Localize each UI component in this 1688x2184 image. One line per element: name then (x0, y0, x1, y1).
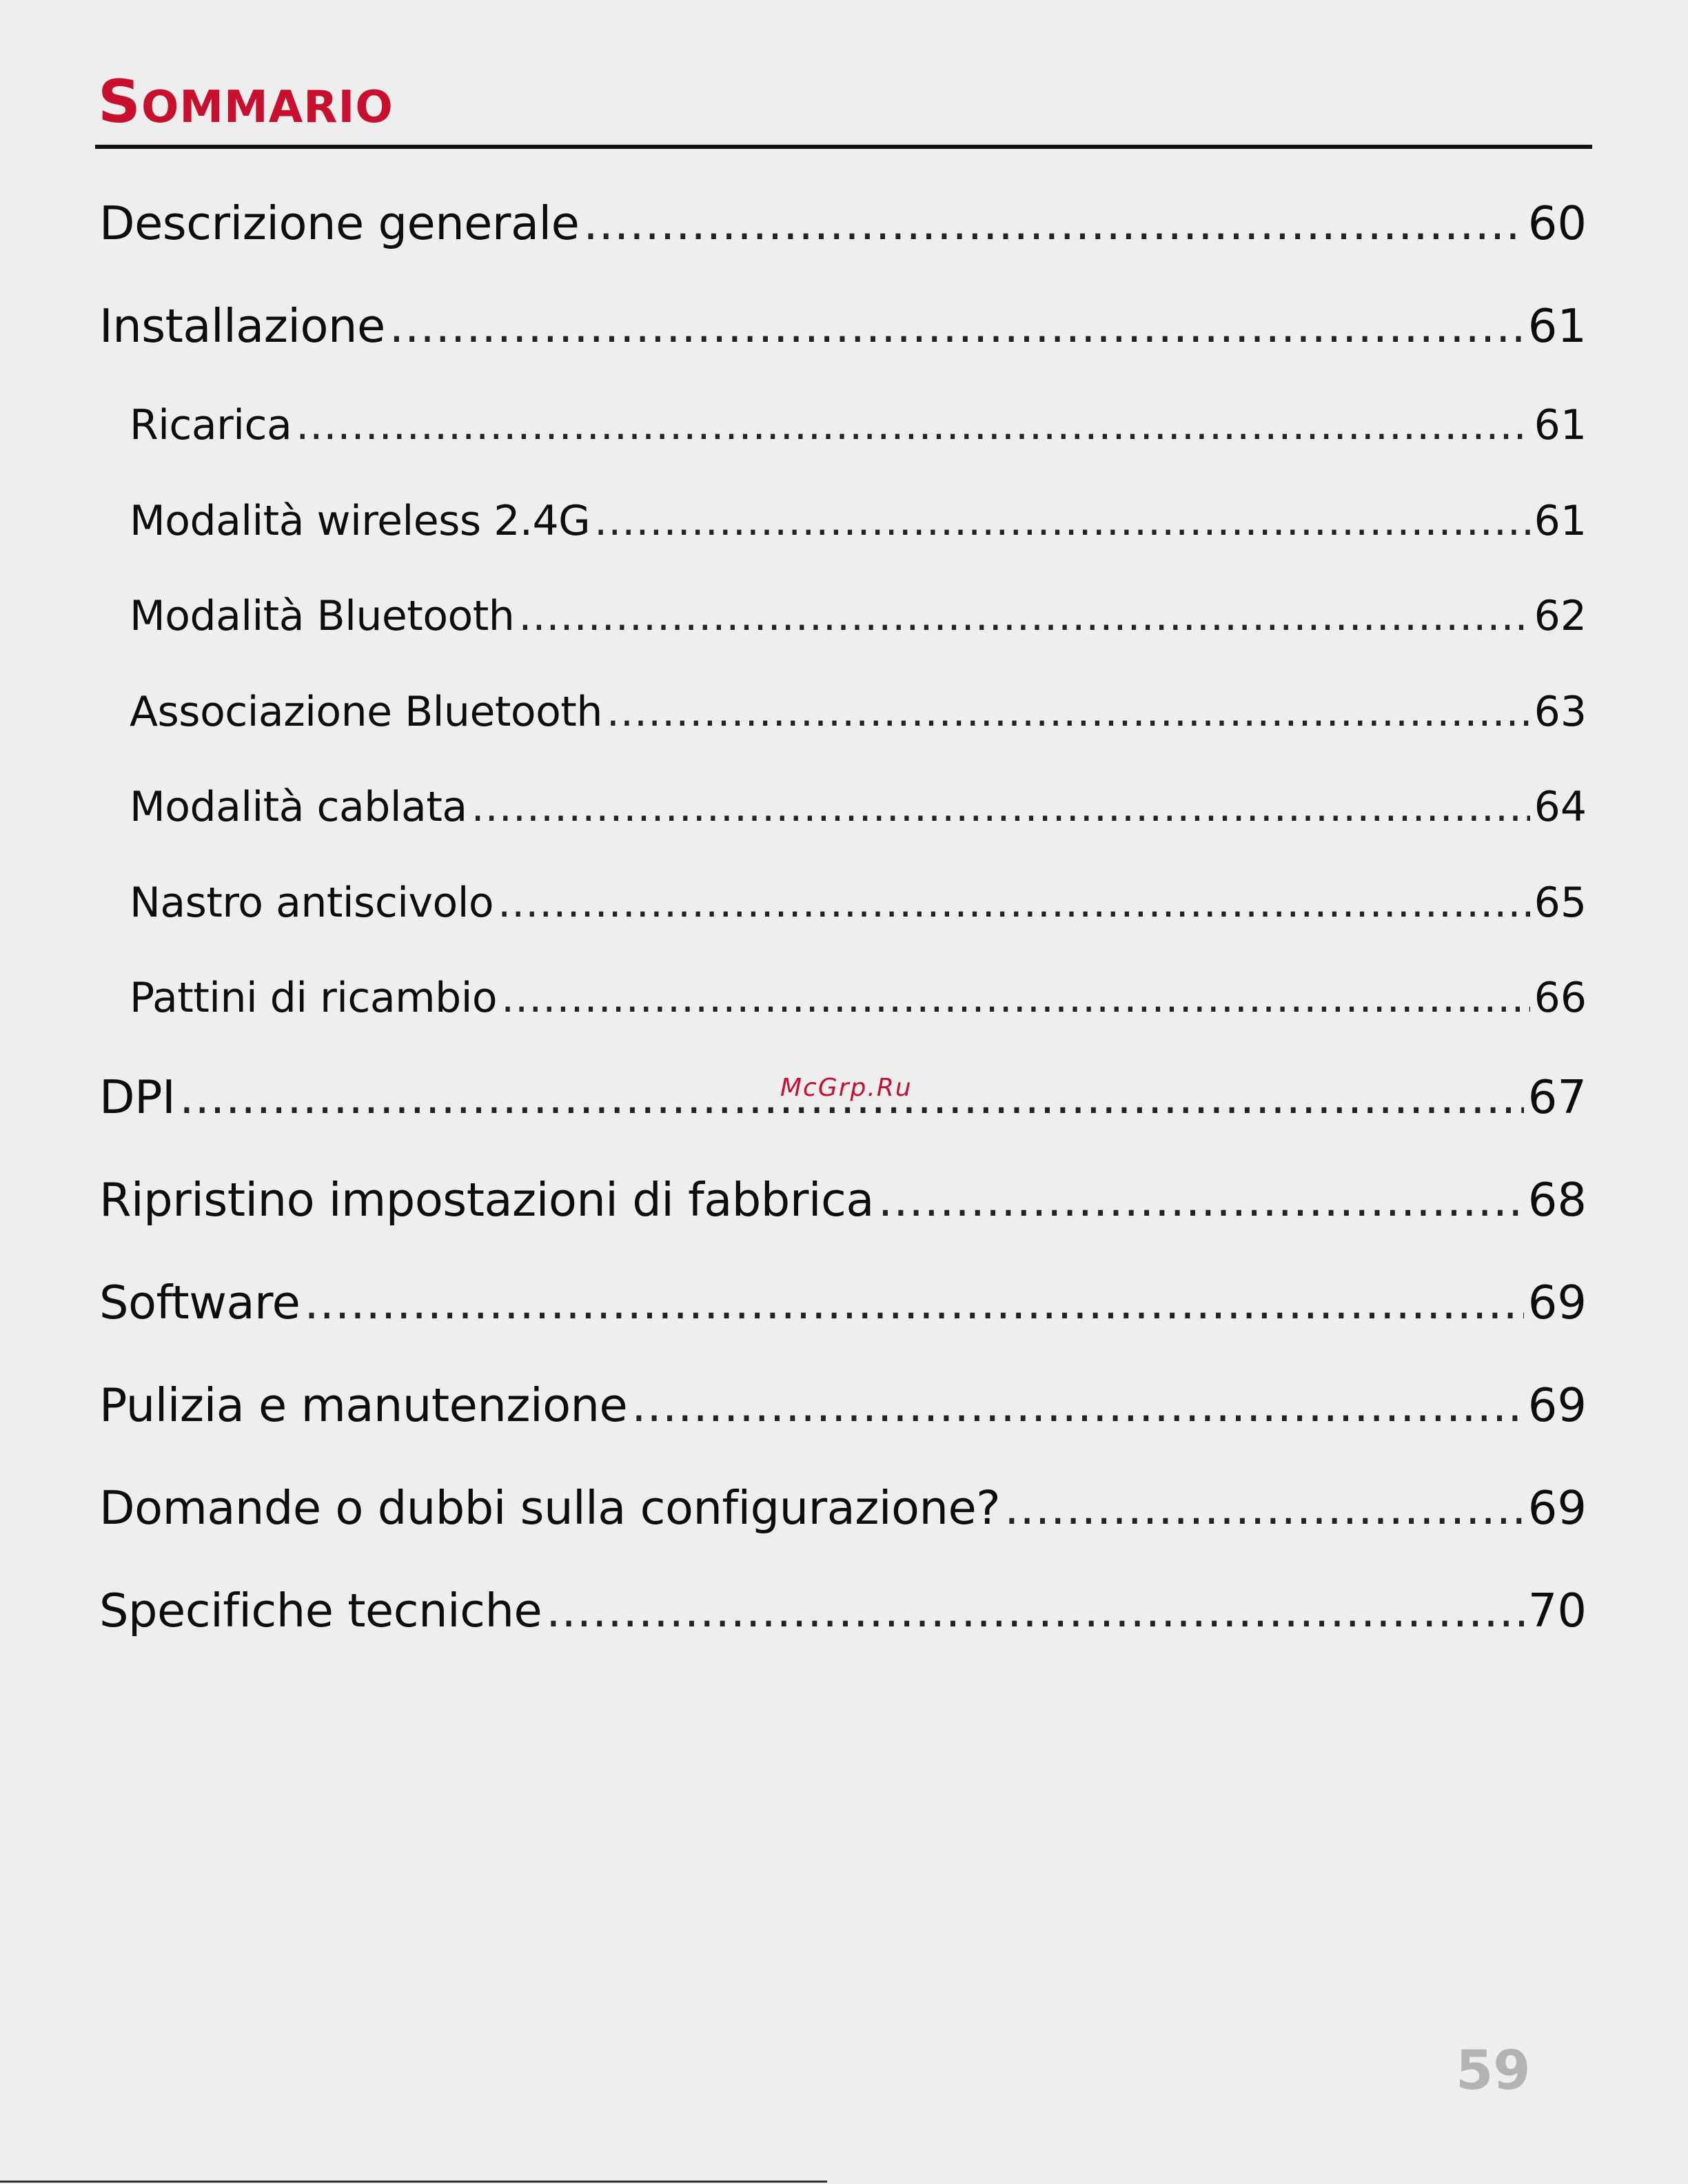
table-of-contents (99, 172, 1587, 1662)
page-title (98, 68, 394, 136)
watermark-text: McGrp.Ru (780, 1074, 913, 1102)
toc-subentry[interactable] (99, 378, 1587, 473)
toc-entry[interactable] (99, 275, 1587, 378)
toc-dot-leader (518, 569, 1529, 664)
toc-subentry[interactable] (99, 855, 1587, 951)
toc-entry-page: 60 (1527, 196, 1587, 250)
toc-subentry-label: Modalità Bluetooth (130, 592, 515, 640)
toc-subentry[interactable] (99, 950, 1587, 1046)
toc-subentry-page: 64 (1534, 783, 1587, 831)
toc-subentry-page: 63 (1534, 687, 1587, 736)
toc-entry-page: 67 (1527, 1070, 1587, 1124)
toc-entry[interactable] (99, 1560, 1587, 1662)
toc-dot-leader (607, 664, 1530, 760)
toc-subentry[interactable] (99, 759, 1587, 855)
page-title-rest: OMMARIO (141, 82, 394, 133)
toc-entry-page: 69 (1527, 1480, 1587, 1535)
toc-entry-page: 70 (1527, 1583, 1587, 1637)
toc-entry[interactable] (99, 1457, 1587, 1560)
page-number: 59 (1456, 2040, 1531, 2102)
toc-subentry-label: Nastro antiscivolo (130, 878, 494, 927)
toc-subentry-label: Associazione Bluetooth (130, 687, 602, 736)
toc-dot-leader (389, 275, 1524, 378)
toc-entry-label: Domande o dubbi sulla configurazione? (99, 1480, 1001, 1535)
toc-subentry-page: 62 (1534, 592, 1587, 640)
toc-subentry-label: Modalità cablata (130, 783, 467, 831)
toc-entry-label: DPI (99, 1070, 176, 1124)
toc-entry-page: 61 (1527, 299, 1587, 353)
toc-dot-leader (583, 172, 1523, 275)
toc-dot-leader (631, 1354, 1523, 1457)
toc-entry-page: 69 (1527, 1378, 1587, 1432)
page-bottom-edge (0, 2181, 827, 2183)
toc-dot-leader (1004, 1457, 1523, 1560)
toc-subentry-page: 61 (1534, 496, 1587, 545)
toc-subentry[interactable] (99, 473, 1587, 569)
toc-dot-leader (304, 1252, 1523, 1354)
toc-entry[interactable] (99, 1149, 1587, 1252)
toc-dot-leader (594, 473, 1530, 569)
toc-dot-leader (501, 950, 1530, 1046)
toc-subentry-label: Ricarica (130, 401, 292, 449)
toc-subentry-page: 66 (1534, 974, 1587, 1022)
toc-entry-page: 68 (1527, 1172, 1587, 1227)
toc-entry-page: 69 (1527, 1275, 1587, 1329)
toc-entry-label: Descrizione generale (99, 196, 580, 250)
toc-subentry-page: 65 (1534, 878, 1587, 927)
toc-dot-leader (546, 1560, 1524, 1662)
toc-dot-leader (471, 759, 1530, 855)
toc-dot-leader (878, 1149, 1524, 1252)
title-divider (95, 145, 1592, 149)
toc-subentry[interactable] (99, 664, 1587, 760)
toc-entry[interactable] (99, 1354, 1587, 1457)
toc-entry-label: Software (99, 1275, 301, 1329)
toc-entry-label: Installazione (99, 299, 385, 353)
toc-entry-label: Specifiche tecniche (99, 1583, 542, 1637)
toc-dot-leader (498, 855, 1530, 951)
page-title-initial: S (98, 68, 141, 136)
toc-subentry-page: 61 (1534, 401, 1587, 449)
toc-subentry-label: Modalità wireless 2.4G (130, 496, 591, 545)
toc-dot-leader (296, 378, 1529, 473)
toc-entry-label: Ripristino impostazioni di fabbrica (99, 1172, 874, 1227)
toc-entry[interactable] (99, 1252, 1587, 1354)
toc-entry[interactable] (99, 172, 1587, 275)
toc-subentry[interactable] (99, 569, 1587, 664)
toc-subentry-label: Pattini di ricambio (130, 974, 498, 1022)
toc-entry-label: Pulizia e manutenzione (99, 1378, 628, 1432)
